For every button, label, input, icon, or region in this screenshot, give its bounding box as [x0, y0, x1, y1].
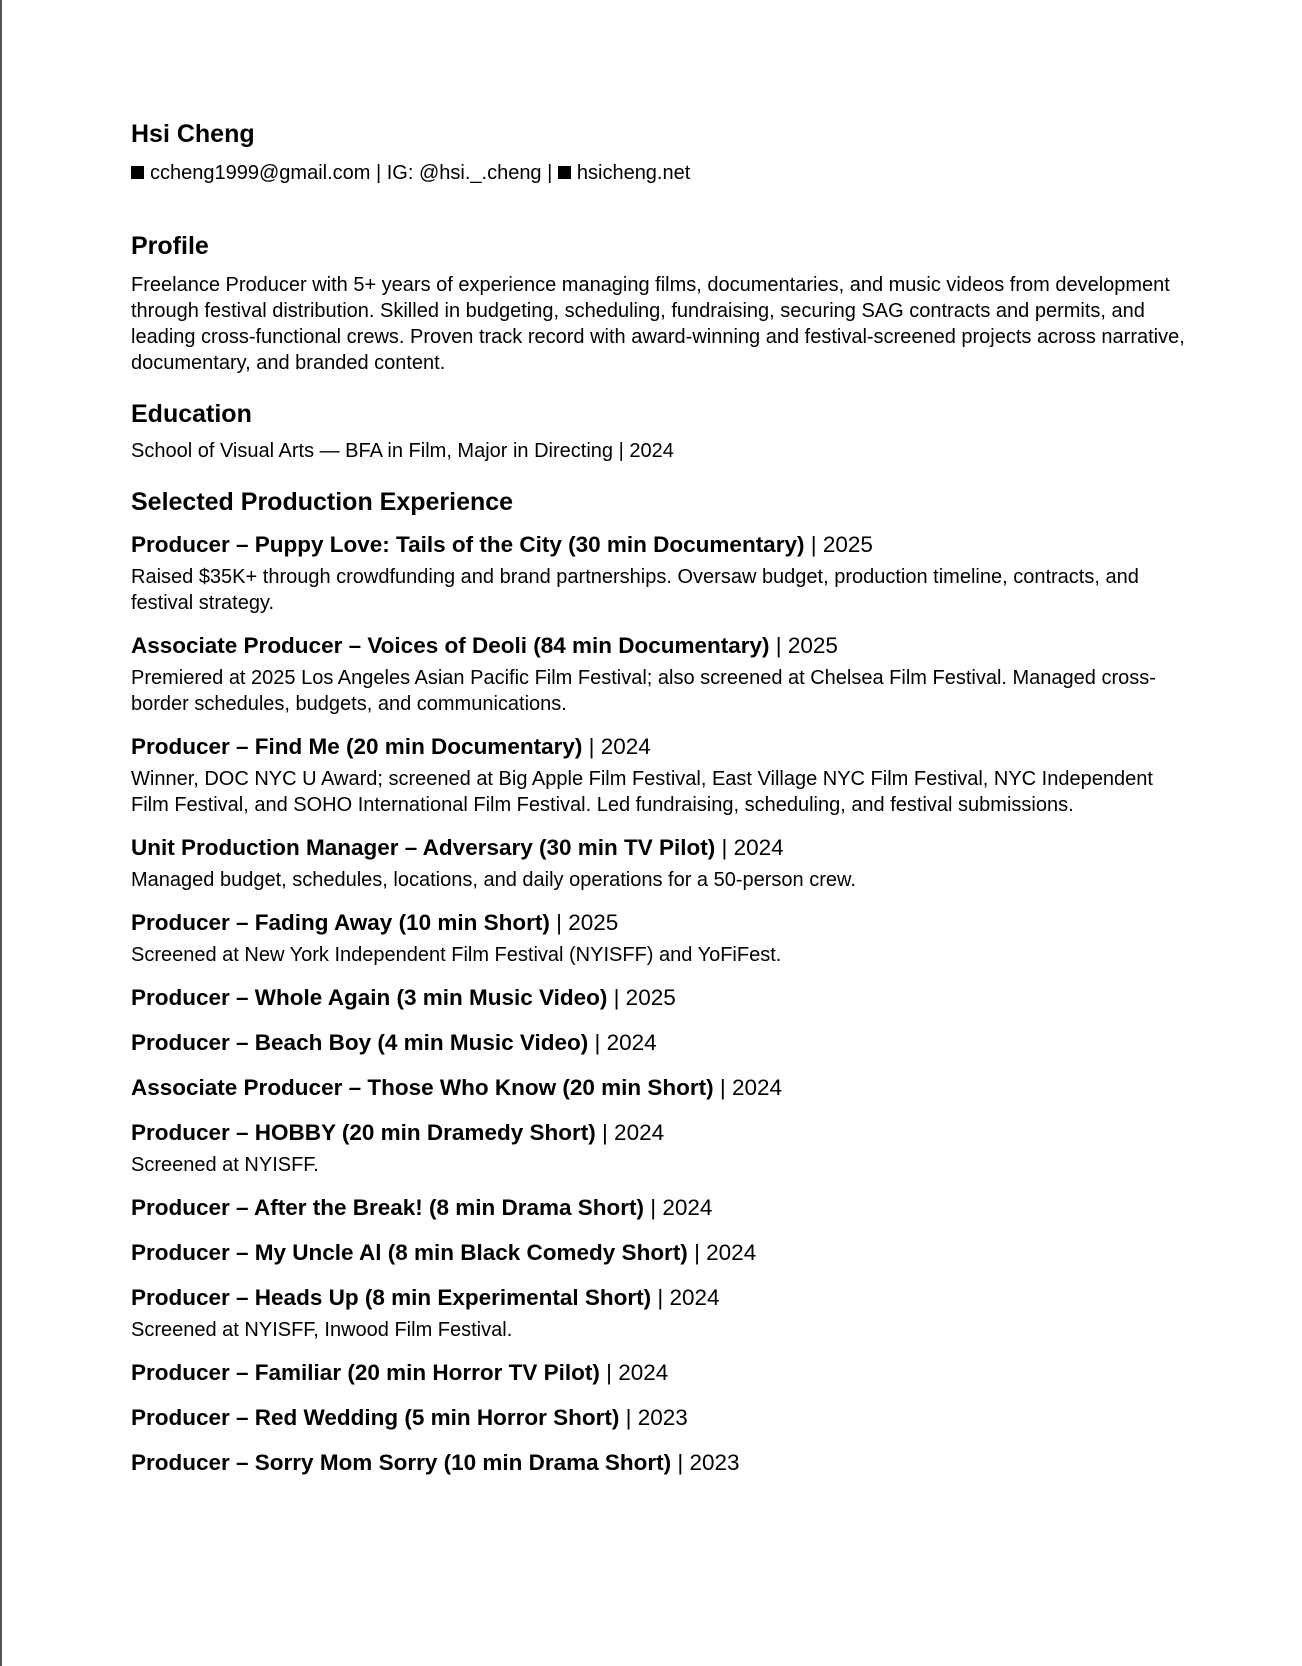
entry-title: Producer – Heads Up (8 min Experimental Short) — [131, 1285, 652, 1310]
entry-year: | 2025 — [804, 532, 873, 557]
contact-instagram[interactable]: IG: @hsi._.cheng — [386, 162, 542, 184]
entry-title: Producer – Beach Boy (4 min Music Video) — [131, 1030, 589, 1055]
entry-year: | 2024 — [582, 734, 651, 759]
entry-description: Raised $35K+ through crowdfunding and brand partnerships. Oversaw budget, production timeline, contracts, and festival strategy. — [131, 566, 1139, 614]
entry-year: | 2024 — [599, 1360, 669, 1385]
entry-heading — [131, 1118, 1191, 1148]
entry-title: Producer – HOBBY (20 min Dramedy Short) — [131, 1120, 596, 1145]
experience-entry — [131, 732, 1191, 818]
entry-title: Associate Producer – Voices of Deoli (84 min Documentary) — [131, 633, 770, 658]
entry-year: | 2023 — [619, 1405, 688, 1430]
entry-title: Producer – After the Break! (8 min Drama Short) — [131, 1195, 645, 1220]
entry-year: | 2024 — [651, 1285, 720, 1310]
entry-heading — [131, 1358, 1191, 1388]
contact-separator: | — [541, 162, 558, 184]
entry-year: | 2024 — [713, 1075, 782, 1100]
experience-heading: Selected Production Experience — [131, 488, 514, 516]
entry-year: | 2025 — [607, 985, 676, 1010]
entry-year: | 2023 — [671, 1450, 740, 1475]
contact-line — [131, 160, 1191, 186]
experience-entry — [131, 631, 1191, 717]
entry-description: Managed budget, schedules, locations, and daily operations for a 50-person crew. — [131, 869, 856, 891]
entry-heading — [131, 1448, 1191, 1478]
entry-heading — [131, 1238, 1191, 1268]
entry-description: Premiered at 2025 Los Angeles Asian Pacific Film Festival; also screened at Chelsea Film Festival. Managed cross-border schedules, budgets, and communications. — [131, 667, 1156, 715]
entry-title: Producer – Familiar (20 min Horror TV Pilot) — [131, 1360, 600, 1385]
entry-heading — [131, 1193, 1191, 1223]
entry-title: Unit Production Manager – Adversary (30 min TV Pilot) — [131, 835, 716, 860]
entry-heading — [131, 1028, 1191, 1058]
entry-description: Screened at NYISFF. — [131, 1154, 319, 1176]
profile-heading: Profile — [131, 232, 209, 260]
entry-description: Winner, DOC NYC U Award; screened at Big Apple Film Festival, East Village NYC Film Festival, NYC Independent Film Festival, and SOHO International Film Festival. Led fundraising, scheduling, and festival submissions. — [131, 768, 1153, 816]
experience-entry — [131, 1193, 1191, 1223]
entry-year: | 2024 — [588, 1030, 657, 1055]
email-icon — [131, 166, 144, 179]
experience-entry — [131, 1118, 1191, 1178]
entry-title: Producer – Fading Away (10 min Short) — [131, 910, 550, 935]
entry-description: Screened at NYISFF, Inwood Film Festival. — [131, 1319, 513, 1341]
contact-separator: | — [370, 162, 387, 184]
entry-heading — [131, 631, 1191, 661]
entry-heading — [131, 1283, 1191, 1313]
entry-year: | 2025 — [769, 633, 838, 658]
entry-heading — [131, 1403, 1191, 1433]
entry-title: Producer – Sorry Mom Sorry (10 min Drama Short) — [131, 1450, 672, 1475]
experience-entry — [131, 530, 1191, 616]
entry-title: Producer – My Uncle Al (8 min Black Comedy Short) — [131, 1240, 688, 1265]
entry-heading — [131, 530, 1191, 560]
entry-year: | 2025 — [549, 910, 619, 935]
experience-entry — [131, 1403, 1191, 1433]
contact-website[interactable]: hsicheng.net — [576, 162, 691, 184]
entry-year: | 2024 — [644, 1195, 713, 1220]
entry-title: Producer – Whole Again (3 min Music Video) — [131, 985, 608, 1010]
experience-entry — [131, 1448, 1191, 1478]
page-edge-rule — [0, 0, 2, 1666]
website-icon — [558, 166, 571, 179]
entry-year: | 2024 — [595, 1120, 665, 1145]
resume-name: Hsi Cheng — [131, 120, 255, 148]
experience-entry — [131, 908, 1191, 968]
resume-page — [131, 118, 1191, 1478]
entry-heading — [131, 908, 1191, 938]
experience-entry — [131, 1073, 1191, 1103]
entry-heading — [131, 1073, 1191, 1103]
experience-list — [131, 530, 1191, 1478]
contact-email[interactable]: ccheng1999@gmail.com — [150, 162, 371, 184]
education-heading: Education — [131, 400, 252, 428]
experience-entry — [131, 1238, 1191, 1268]
entry-year: | 2024 — [715, 835, 784, 860]
education-entry: School of Visual Arts — BFA in Film, Major in Directing | 2024 — [131, 440, 674, 462]
entry-description: Screened at New York Independent Film Festival (NYISFF) and YoFiFest. — [131, 944, 782, 966]
entry-title: Producer – Find Me (20 min Documentary) — [131, 734, 583, 759]
entry-title: Associate Producer – Those Who Know (20 min Short) — [131, 1075, 714, 1100]
entry-year: | 2024 — [687, 1240, 757, 1265]
entry-title: Producer – Red Wedding (5 min Horror Short) — [131, 1405, 620, 1430]
experience-entry — [131, 833, 1191, 893]
entry-title: Producer – Puppy Love: Tails of the City (30 min Documentary) — [131, 532, 805, 557]
experience-entry — [131, 1283, 1191, 1343]
entry-heading — [131, 732, 1191, 762]
entry-heading — [131, 983, 1191, 1013]
experience-entry — [131, 1358, 1191, 1388]
experience-entry — [131, 983, 1191, 1013]
entry-heading — [131, 833, 1191, 863]
experience-entry — [131, 1028, 1191, 1058]
profile-summary: Freelance Producer with 5+ years of experience managing films, documentaries, and music videos from development through festival distribution. Skilled in budgeting, scheduling, fundraising, securing SAG contracts and permits, and leading cross-functional crews. Proven track record with award-winning and festival-screened projects across narrative, documentary, and branded content. — [131, 274, 1185, 374]
